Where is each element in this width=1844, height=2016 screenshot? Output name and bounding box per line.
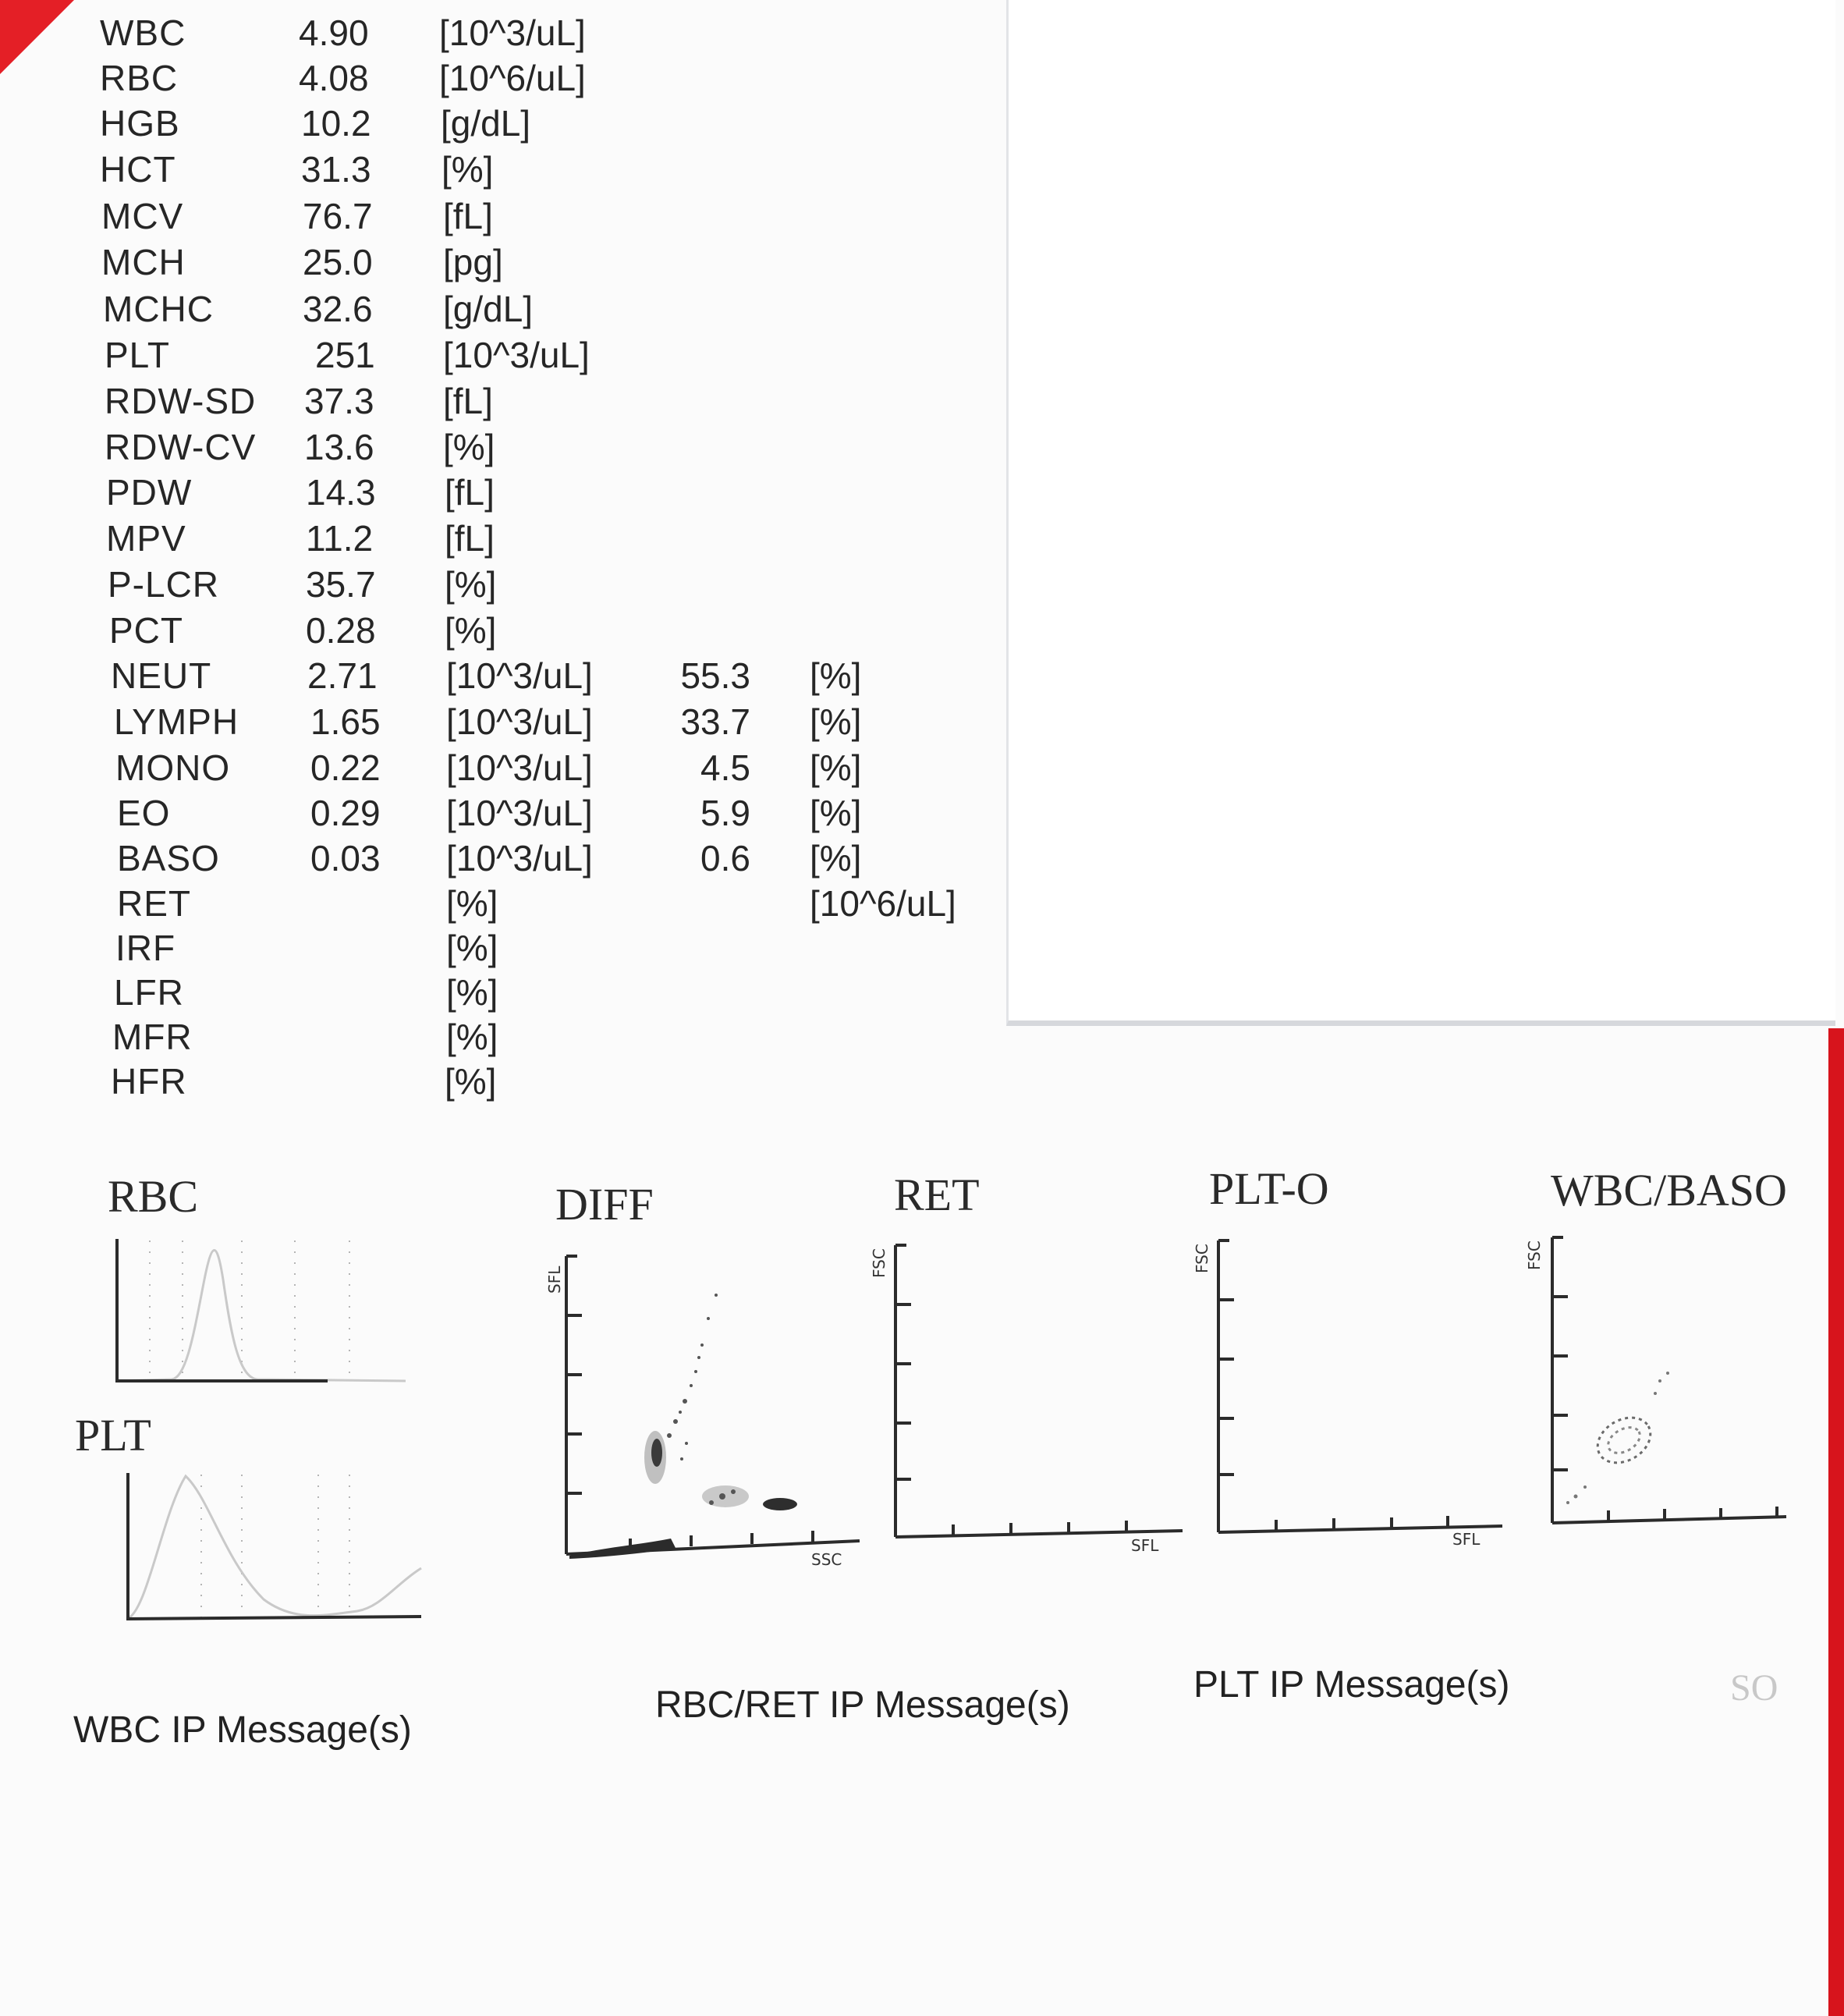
plt-distribution-curve <box>126 1476 421 1619</box>
param-name: MCHC <box>103 289 214 329</box>
wbc-baso-scattergram <box>1521 1225 1802 1553</box>
param-row-wbc <box>100 11 646 55</box>
param-row-ret <box>117 882 1014 925</box>
y-axis-label: FSC <box>1525 1240 1544 1270</box>
param-unit: [fL] <box>445 472 495 513</box>
param-unit: [%] <box>446 1017 498 1057</box>
wbc-baso-scattergram-title: WBC/BASO <box>1551 1165 1787 1216</box>
plt-histogram-grid <box>201 1475 349 1620</box>
param-value: 0.29 <box>310 793 381 833</box>
param-row-mpv <box>106 516 652 560</box>
param-row-pdw <box>106 470 652 514</box>
plt-histogram-title: PLT <box>75 1410 151 1461</box>
param-value: 0.28 <box>306 610 376 651</box>
diff-scattergram-title: DIFF <box>555 1179 654 1230</box>
plt-histogram <box>123 1467 427 1627</box>
cutoff-label: SO <box>1730 1667 1778 1709</box>
param-row-neut <box>111 654 891 697</box>
param-name: RDW-SD <box>105 381 257 421</box>
mono-cluster <box>763 1498 797 1510</box>
param-value: 0.03 <box>310 838 381 878</box>
param-unit: [10^3/uL] <box>443 335 590 375</box>
param-unit: [fL] <box>445 518 495 559</box>
param-name: RBC <box>100 58 179 98</box>
param-unit: [g/dL] <box>443 289 534 329</box>
red-corner-mark <box>0 0 74 74</box>
ret-scattergram-title: RET <box>894 1169 980 1220</box>
debris-cluster <box>569 1539 676 1559</box>
param-unit: [%] <box>441 149 494 190</box>
param-unit: [10^3/uL] <box>446 793 593 833</box>
wbc-cluster <box>1590 1408 1658 1471</box>
param-name: LYMPH <box>114 701 239 742</box>
param-row-lymph <box>114 700 894 744</box>
param-name: WBC <box>100 12 186 53</box>
param-name: RET <box>117 883 191 924</box>
param-percent-unit: [%] <box>810 838 862 878</box>
param-row-pct <box>109 609 655 652</box>
param-unit: [%] <box>445 564 497 605</box>
rbc-histogram-title: RBC <box>108 1171 199 1222</box>
param-value: 25.0 <box>303 242 373 282</box>
param-value: 4.90 <box>299 12 369 53</box>
rbc-distribution-curve <box>115 1251 406 1382</box>
param-value: 13.6 <box>304 427 374 467</box>
param-row-lfr <box>114 971 660 1014</box>
x-axis <box>1552 1517 1786 1523</box>
param-name: NEUT <box>111 655 212 696</box>
param-value: 76.7 <box>303 196 373 236</box>
param-row-hgb <box>100 101 646 145</box>
wbc-ip-message-label: WBC IP Message(s) <box>73 1709 412 1751</box>
param-unit: [%] <box>443 427 495 467</box>
param-value: 35.7 <box>306 564 376 605</box>
param-percent-unit: [%] <box>810 701 862 742</box>
param-value: 31.3 <box>301 149 371 190</box>
param-row-rdw-sd <box>105 379 651 423</box>
param-unit: [10^3/uL] <box>446 838 593 878</box>
param-percent: 33.7 <box>680 701 750 742</box>
param-value: 37.3 <box>304 381 374 421</box>
param-name: MONO <box>115 747 231 788</box>
param-percent: 55.3 <box>680 655 750 696</box>
param-value: 1.65 <box>310 701 381 742</box>
param-percent-unit: [%] <box>810 655 862 696</box>
param-row-mfr <box>112 1015 658 1059</box>
param-row-plt <box>105 333 651 377</box>
ret-scattergram <box>867 1233 1195 1560</box>
param-percent: 5.9 <box>700 793 750 833</box>
param-value: 14.3 <box>306 472 376 513</box>
param-unit: [10^3/uL] <box>446 747 593 788</box>
x-axis-label: SFL <box>1452 1530 1481 1549</box>
param-unit: [%] <box>446 972 498 1013</box>
param-name: PDW <box>106 472 193 513</box>
param-value: 2.71 <box>307 655 378 696</box>
param-row-rdw-cv <box>105 425 651 469</box>
param-name: RDW-CV <box>105 427 257 467</box>
param-name: HGB <box>100 103 180 144</box>
param-name: PLT <box>105 335 170 375</box>
param-name: MPV <box>106 518 186 559</box>
param-row-baso <box>117 836 897 880</box>
y-axis-label: FSC <box>1193 1244 1211 1273</box>
param-unit: [%] <box>446 928 498 968</box>
x-axis <box>128 1617 421 1619</box>
diff-scattergram <box>538 1248 866 1576</box>
neutrophil-cluster <box>644 1294 718 1484</box>
param-unit: [10^3/uL] <box>439 12 586 53</box>
param-name: HCT <box>100 149 176 190</box>
param-name: P-LCR <box>108 564 220 605</box>
param-value: 32.6 <box>303 289 373 329</box>
param-name: MCH <box>101 242 186 282</box>
x-axis-label: SSC <box>811 1550 842 1569</box>
param-value: 0.22 <box>310 747 381 788</box>
param-row-hct <box>100 147 646 191</box>
param-value: 10.2 <box>301 103 371 144</box>
overlapping-paper-sheet <box>1006 0 1835 1026</box>
param-row-mch <box>101 240 647 284</box>
param-unit: [pg] <box>443 242 503 282</box>
param-name: BASO <box>117 838 220 878</box>
param-unit: [%] <box>446 883 498 924</box>
param-unit: [fL] <box>443 196 493 236</box>
eosinophil-cluster <box>702 1485 749 1507</box>
param-name: PCT <box>109 610 183 651</box>
param-name: HFR <box>111 1061 187 1102</box>
red-edge-strip <box>1828 1028 1844 2016</box>
param-unit: [fL] <box>443 381 493 421</box>
param-percent-unit: [10^6/uL] <box>810 883 956 924</box>
param-name: LFR <box>114 972 184 1013</box>
rbc-histogram-grid <box>150 1240 349 1381</box>
param-name: MCV <box>101 196 184 236</box>
param-name: IRF <box>115 928 176 968</box>
plt-o-scattergram-title: PLT-O <box>1209 1163 1329 1214</box>
param-row-mchc <box>103 287 649 331</box>
param-name: EO <box>117 793 171 833</box>
param-name: MFR <box>112 1017 193 1057</box>
param-value: 4.08 <box>299 58 369 98</box>
param-row-mono <box>115 746 895 790</box>
param-percent: 0.6 <box>700 838 750 878</box>
rbc-ret-ip-message-label: RBC/RET IP Message(s) <box>655 1684 1070 1726</box>
x-axis-label: SFL <box>1131 1536 1159 1555</box>
plt-ip-message-label: PLT IP Message(s) <box>1193 1664 1510 1705</box>
param-value: 11.2 <box>306 518 374 559</box>
param-unit: [%] <box>445 610 497 651</box>
plt-o-scattergram <box>1190 1228 1518 1556</box>
param-row-p-lcr <box>108 563 654 606</box>
param-row-mcv <box>101 194 647 238</box>
param-unit: [10^6/uL] <box>439 58 586 98</box>
param-unit: [g/dL] <box>441 103 531 144</box>
param-percent-unit: [%] <box>810 747 862 788</box>
rbc-histogram <box>109 1233 413 1389</box>
param-row-eo <box>117 791 897 835</box>
param-unit: [10^3/uL] <box>446 655 593 696</box>
param-percent: 4.5 <box>700 747 750 788</box>
param-unit: [%] <box>445 1061 497 1102</box>
y-axis-label: FSC <box>870 1248 888 1278</box>
param-row-hfr <box>111 1059 657 1103</box>
wbc-scatter-points <box>1566 1372 1669 1504</box>
y-axis-label: SFL <box>545 1265 564 1294</box>
param-row-irf <box>115 926 661 970</box>
param-row-rbc <box>100 56 646 100</box>
param-unit: [10^3/uL] <box>446 701 593 742</box>
param-value: 251 <box>315 335 375 375</box>
param-percent-unit: [%] <box>810 793 862 833</box>
